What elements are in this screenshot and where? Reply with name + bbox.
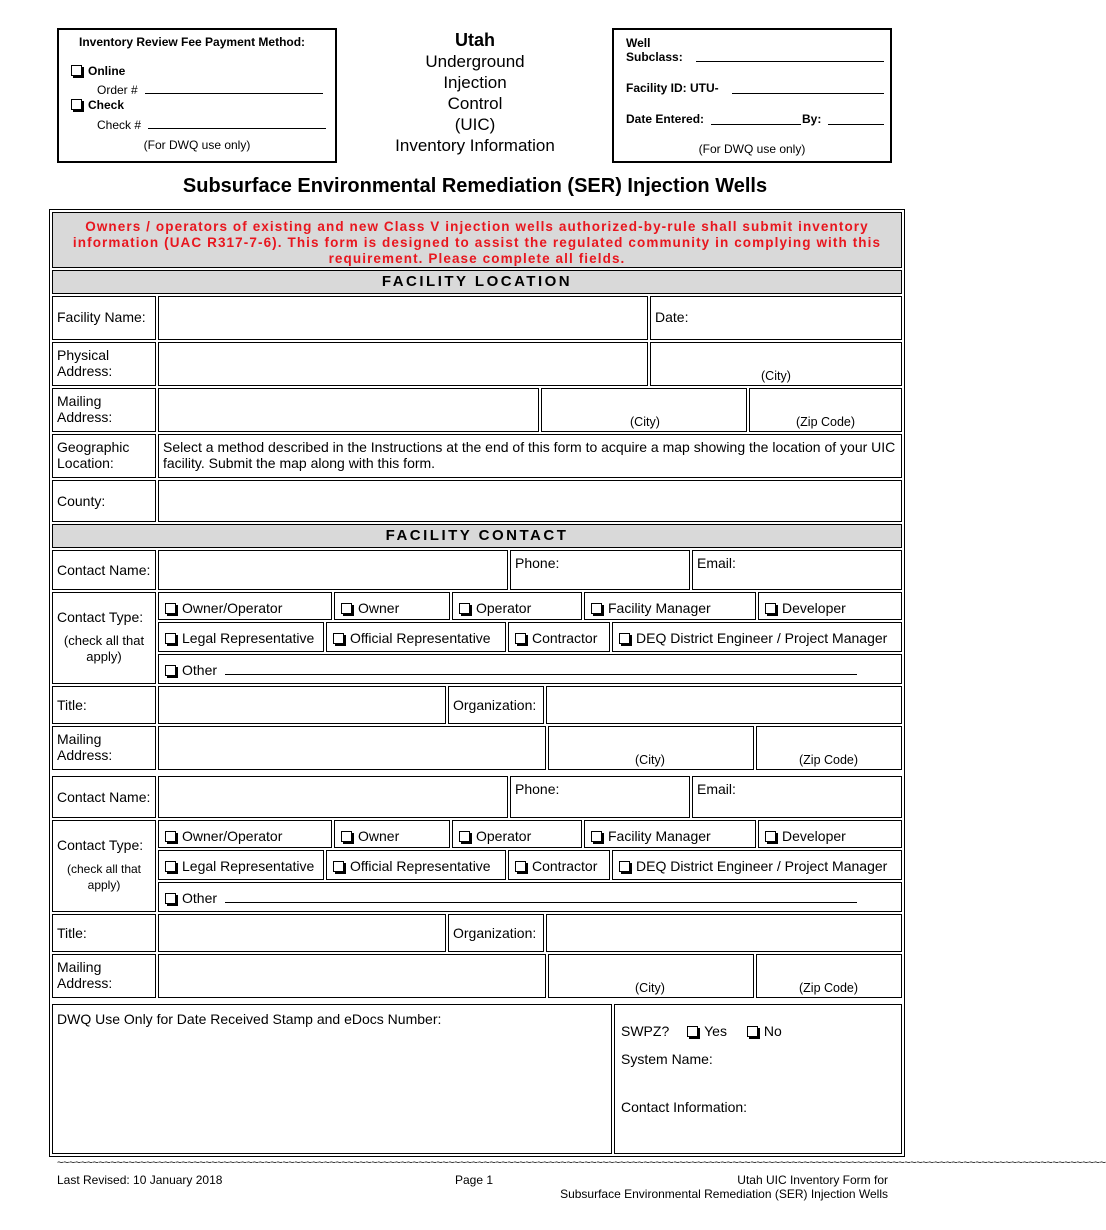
contact-zip-input[interactable] [756,954,902,998]
checkbox[interactable] [515,861,526,872]
contact-mailing-address-input[interactable] [158,954,546,998]
contact-name-label: Contact Name: [52,550,156,590]
mailing-address-label: Mailing Address: [52,388,156,432]
date-label: Date: [655,309,689,325]
contact-mailing-address-label: Mailing Address: [52,726,156,770]
by-label: By: [802,112,822,126]
program-header [360,30,590,156]
contact-type-operator[interactable]: Operator [452,592,582,620]
email-field[interactable] [692,550,902,590]
form-title: Subsurface Environmental Remediation (SER) Injection Wells [182,175,768,197]
contact-type-other[interactable]: Other [158,882,902,912]
contact-type-owner[interactable]: Owner [334,820,450,848]
swpz-panel [614,1004,902,1154]
checkbox[interactable] [619,633,630,644]
title-input[interactable] [158,914,446,952]
program-line-3: Injection [443,73,507,92]
checkbox[interactable] [165,861,176,872]
check-number-field[interactable]: Check # [97,116,326,132]
zip-caption: (Zip Code) [799,981,859,995]
organization-input[interactable] [546,686,902,724]
other-input[interactable] [225,892,857,903]
contact-type-developer[interactable]: Developer [758,820,902,848]
order-number-field[interactable]: Order # [97,81,323,97]
checkbox[interactable] [747,1026,758,1037]
checkbox[interactable] [165,665,176,676]
county-input[interactable] [158,480,902,522]
facility-name-input[interactable] [158,296,648,340]
checkbox[interactable] [333,633,344,644]
contact-type-operator[interactable]: Operator [452,820,582,848]
checkbox[interactable] [591,831,602,842]
organization-input[interactable] [546,914,902,952]
mailing-address-input[interactable] [158,388,539,432]
checkbox[interactable] [515,633,526,644]
date-entered-label: Date Entered: [626,112,705,126]
geographic-location-text: Select a method described in the Instructions at the end of this form to acquire a map showing the location of your UIC facility. Submit the map along with this form. [158,434,902,478]
checkbox[interactable] [165,893,176,904]
phone-label: Phone: [515,555,560,571]
title-label: Title: [52,914,156,952]
contact-type-legal-representative[interactable]: Legal Representative [158,622,324,652]
date-entered-input[interactable] [711,113,801,125]
mailing-zip-input[interactable] [749,388,902,432]
system-name-label: System Name: [621,1051,713,1067]
by-input[interactable] [828,113,884,125]
checkbox[interactable] [341,831,352,842]
zip-caption: (Zip Code) [799,753,859,767]
checkbox[interactable] [165,603,176,614]
page-number: Page 1 [455,1173,494,1187]
email-label: Email: [697,781,736,797]
physical-address-label: Physical Address: [52,342,156,386]
swpz-row [621,1023,782,1039]
contact-type-contractor[interactable]: Contractor [508,850,610,880]
contact-name-input[interactable] [158,550,508,590]
contact-city-input[interactable] [548,954,754,998]
contact-type-owner-operator[interactable]: Owner/Operator [158,820,332,848]
fee-payment-box [57,28,337,163]
state-name: Utah [455,30,495,50]
physical-city-input[interactable] [650,342,902,386]
program-line-4: Control [447,94,503,113]
dwq-stamp-label: DWQ Use Only for Date Received Stamp and eDocs Number: [57,1011,442,1027]
other-input[interactable] [225,664,857,675]
program-line-6: Inventory Information [395,136,555,155]
contact-type-label: Contact Type: (check all that apply) [52,592,156,684]
city-caption: (City) [635,981,665,995]
phone-field[interactable] [510,776,690,818]
last-revised: Last Revised: 10 January 2018 [57,1173,223,1187]
checkbox[interactable] [687,1026,698,1037]
facility-name-label: Facility Name: [52,296,156,340]
well-subclass-input[interactable] [696,50,884,62]
online-option[interactable]: Online [71,64,125,78]
phone-label: Phone: [515,781,560,797]
online-checkbox[interactable] [71,65,82,76]
check-checkbox[interactable] [71,99,82,110]
phone-field[interactable] [510,550,690,590]
geographic-location-label: Geographic Location: [52,434,156,478]
checkbox[interactable] [459,831,470,842]
city-caption: (City) [761,369,791,383]
checkbox[interactable] [333,861,344,872]
contact-mailing-address-label: Mailing Address: [52,954,156,998]
contact-type-deq-engineer[interactable]: DEQ District Engineer / Project Manager [612,850,902,880]
mailing-city-input[interactable] [541,388,747,432]
contact-type-other[interactable]: Other [158,654,902,684]
organization-label: Organization: [448,686,544,724]
contact-mailing-address-input[interactable] [158,726,546,770]
checkbox[interactable] [591,603,602,614]
contact-name-label: Contact Name: [52,776,156,818]
email-label: Email: [697,555,736,571]
well-subclass-label: Well Subclass: [626,36,683,64]
facility-id-label: Facility ID: UTU- [626,81,719,95]
checkbox[interactable] [765,831,776,842]
footer-divider: ~~~~~~~~~~~~~~~~~~~~~~~~~~~~~~~~~~~~~~~~~~~~~~~~~~~~~~~~~~~~~~~~~~~~~~~~~~~~~~~~~~~~~~~~~~~~~~~~~~~~~~~~~~~~~~~~~~~~~~~~~~~~~~~~~~~~~~~~~~~~~~~~~~~~~~~~~~~~~~~~~~~~~~~~~~~~~~~~~ [57,1157,1106,1169]
facility-contact-heading: FACILITY CONTACT [52,524,902,548]
well-info-box [612,28,892,163]
contact-information-label: Contact Information: [621,1099,748,1115]
program-line-2: Underground [425,52,525,71]
contact-type-contractor[interactable]: Contractor [508,622,610,652]
checkbox[interactable] [341,603,352,614]
title-label: Title: [52,686,156,724]
contact-type-official-representative[interactable]: Official Representative [326,622,506,652]
dwq-stamp-area [52,1004,612,1154]
dwq-use-note: (For DWQ use only) [698,142,806,156]
contact-type-owner-operator[interactable]: Owner/Operator [158,592,332,620]
order-number-input[interactable] [145,81,323,94]
check-option[interactable]: Check [71,98,124,112]
checkbox[interactable] [459,603,470,614]
swpz-no-option[interactable]: No [747,1023,782,1039]
city-caption: (City) [630,415,660,429]
swpz-label: SWPZ? [621,1023,670,1039]
contact-type-facility-manager[interactable]: Facility Manager [584,592,756,620]
title-input[interactable] [158,686,446,724]
checkbox[interactable] [619,861,630,872]
physical-address-input[interactable] [158,342,648,386]
contact-type-legal-representative[interactable]: Legal Representative [158,850,324,880]
instructions-notice: Owners / operators of existing and new Class V injection wells authorized-by-rule shall submit inventory information (UAC R317-7-6). This form is designed to assist the regulated community in complying with this requirement. Please complete all fields. [52,212,902,268]
contact-city-input[interactable] [548,726,754,770]
email-field[interactable] [692,776,902,818]
checkbox[interactable] [165,633,176,644]
contact-type-label: Contact Type: (check all that apply) [52,820,156,912]
county-label: County: [52,480,156,522]
checkbox[interactable] [165,831,176,842]
facility-location-heading: FACILITY LOCATION [52,270,902,294]
date-field[interactable] [650,296,902,340]
contact-type-facility-manager[interactable]: Facility Manager [584,820,756,848]
contact-type-deq-engineer[interactable]: DEQ District Engineer / Project Manager [612,622,902,652]
contact-type-developer[interactable]: Developer [758,592,902,620]
contact-type-official-representative[interactable]: Official Representative [326,850,506,880]
program-line-5: (UIC) [454,115,496,134]
checkbox[interactable] [765,603,776,614]
form-body [49,209,905,1157]
swpz-yes-option[interactable]: Yes [687,1023,727,1039]
facility-id-input[interactable] [732,82,884,94]
contact-name-input[interactable] [158,776,508,818]
fee-payment-title: Inventory Review Fee Payment Method: [79,35,306,49]
organization-label: Organization: [448,914,544,952]
city-caption: (City) [635,753,665,767]
contact-type-owner[interactable]: Owner [334,592,450,620]
zip-caption: (Zip Code) [796,415,856,429]
footer-form-name: Utah UIC Inventory Form for Subsurface Environmental Remediation (SER) Injection Wells [560,1173,888,1201]
dwq-use-note: (For DWQ use only) [143,138,251,152]
contact-zip-input[interactable] [756,726,902,770]
check-number-input[interactable] [148,116,326,129]
